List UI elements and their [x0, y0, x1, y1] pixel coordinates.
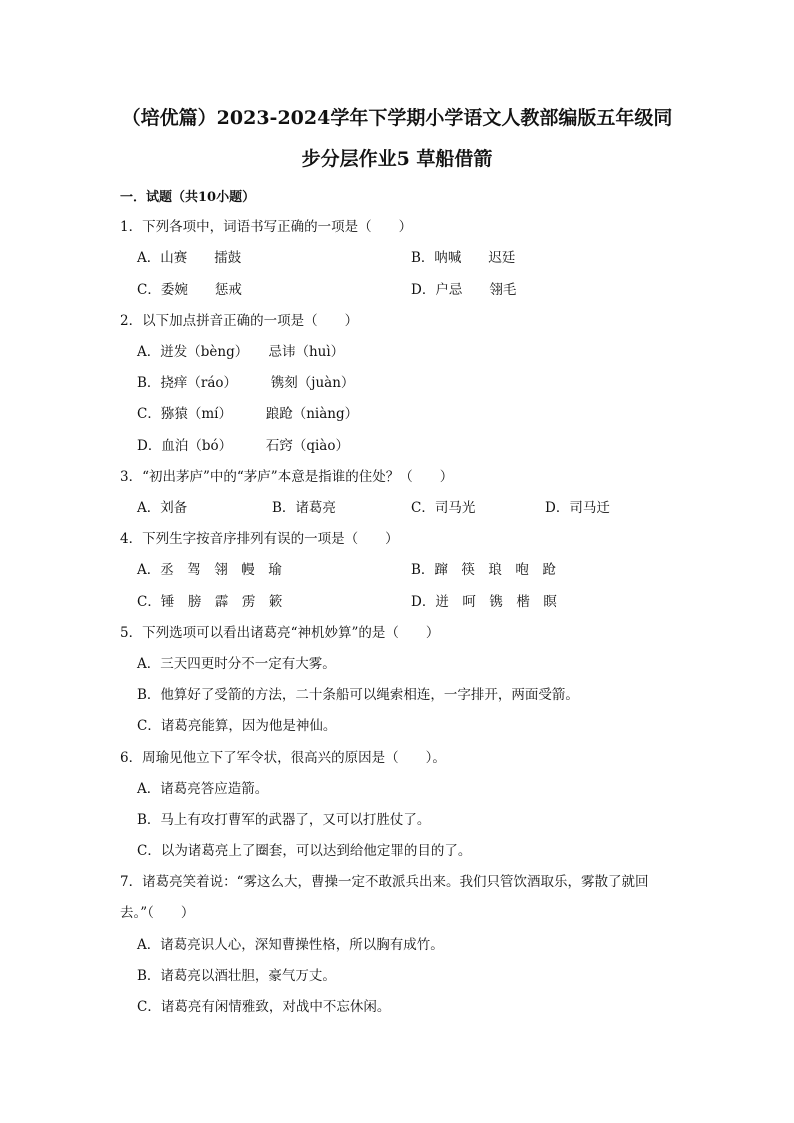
- question-3-option-a: A．刘备: [137, 500, 188, 516]
- question-4-option-b: B．蹿 筷 琅 咆 跄: [411, 562, 556, 578]
- question-6-stem: 6．周瑜见他立下了军令状，很高兴的原因是（ ）。: [120, 750, 446, 766]
- document-title-line-2: 步分层作业5 草船借箭: [301, 148, 493, 170]
- question-5-option-a: A．三天四更时分不一定有大雾。: [137, 656, 336, 672]
- question-3-stem: 3．“初出茅庐”中的“茅庐”本意是指谁的住处？（ ）: [120, 469, 454, 485]
- question-4-option-c: C．锤 膀 霹 雳 簌: [137, 594, 283, 610]
- question-6-option-a: A．诸葛亮答应造箭。: [137, 781, 269, 797]
- document-title-line-1: （培优篇）2023-2024学年下学期小学语文人教部编版五年级同: [121, 107, 673, 129]
- question-7-option-b: B．诸葛亮以酒壮胆，豪气万丈。: [137, 968, 336, 984]
- question-1-option-d: D．户忌 翎毛: [411, 282, 517, 298]
- question-1-option-a: A．山赛 擂鼓: [137, 250, 242, 266]
- question-1-stem: 1．下列各项中，词语书写正确的一项是（ ）: [120, 219, 413, 235]
- question-3-option-b: B．诸葛亮: [272, 500, 336, 516]
- section-heading: 一．试题（共10小题）: [120, 190, 256, 205]
- question-2-option-d: D．血泊（bó） 石窍（qiào）: [137, 438, 349, 454]
- question-2-stem: 2．以下加点拼音正确的一项是（ ）: [120, 313, 359, 329]
- question-3-option-d: D．司马迁: [545, 500, 610, 516]
- question-6-option-b: B．马上有攻打曹军的武器了，又可以打胜仗了。: [137, 812, 431, 828]
- question-1-option-c: C．委婉 惩戒: [137, 282, 242, 298]
- question-2-option-b: B．挠痒（ráo） 镌刻（juàn）: [137, 375, 355, 391]
- question-2-option-c: C．猕猿（mí） 踉跄（niàng）: [137, 406, 359, 422]
- question-1-option-b: B．呐喊 迟廷: [411, 250, 516, 266]
- question-7-option-a: A．诸葛亮识人心，深知曹操性格，所以胸有成竹。: [137, 937, 444, 953]
- question-5-option-c: C．诸葛亮能算，因为他是神仙。: [137, 718, 337, 734]
- question-3-option-c: C．司马光: [411, 500, 476, 516]
- question-7-option-c: C．诸葛亮有闲情雅致，对战中不忘休闲。: [137, 999, 391, 1015]
- question-4-option-d: D．迸 呵 镌 楷 瞑: [411, 594, 557, 610]
- question-5-option-b: B．他算好了受箭的方法，二十条船可以绳索相连，一字排开，两面受箭。: [137, 687, 579, 703]
- question-2-option-a: A．迸发（bèng） 忌讳（huì）: [137, 344, 345, 360]
- question-4-option-a: A．丞 驾 翎 幔 瑜: [137, 562, 282, 578]
- question-6-option-c: C．以为诸葛亮上了圈套，可以达到给他定罪的目的了。: [137, 843, 472, 859]
- question-7-stem: 7．诸葛亮笑着说：“雾这么大，曹操一定不敢派兵出来。我们只管饮酒取乐，雾散了就回去。”（ ）: [120, 874, 649, 921]
- question-5-stem: 5．下列选项可以看出诸葛亮“神机妙算”的是（ ）: [120, 625, 440, 641]
- question-4-stem: 4．下列生字按音序排列有误的一项是（ ）: [120, 531, 399, 547]
